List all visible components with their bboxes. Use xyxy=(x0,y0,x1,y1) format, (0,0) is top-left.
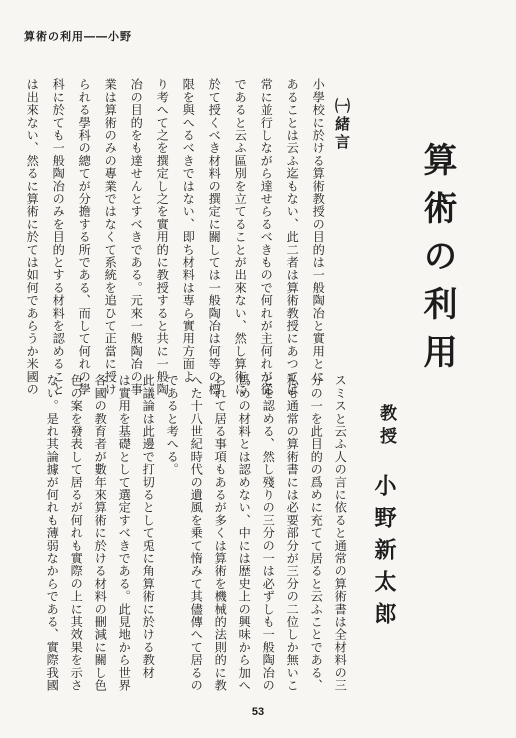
running-head: 算術の利用――小野 xyxy=(24,30,132,43)
text-column: 業は算術のみの專業ではなくて系統を追ひて正當に授け xyxy=(103,78,118,396)
section-heading: ㈠緒言 xyxy=(333,98,351,152)
author-name: 小野新太郎 xyxy=(371,474,397,634)
text-column: 爲めの材料とは認めない、中には歴史上の興味から加へ xyxy=(237,374,252,692)
text-column: へた十八世紀時代の遺風を乗て惰みて其儘傳へて居るの xyxy=(189,374,204,692)
text-column: り考へて之を撰定し之を實用的に教授すると共に一般陶 xyxy=(155,78,170,396)
text-column: られて居る事項もあるが多くは算術を機械的法則的に教 xyxy=(213,374,228,692)
text-column: ない。是れ其論據が何れも薄弱なからである、實際我國 xyxy=(45,374,60,692)
text-column: 私も通常の算術書には必要部分が三分の二位しか無いこ xyxy=(285,374,300,692)
text-column: 於て授くべき材料の撰定に關しては一般陶冶は何等の標 xyxy=(207,78,222,396)
text-column: 此議論は此邊で打切るとして兎に角算術に於ける教材 xyxy=(141,374,156,679)
text-column: 分の一を此目的の爲めに充てて居ると云ふことである、 xyxy=(309,374,324,692)
text-column: は實用を基礎として選定すべきである。此見地から世界 xyxy=(117,374,132,692)
text-column: 各國の教育者が數年來算術に於ける材料の刪減に關し色 xyxy=(93,374,108,692)
text-column: 限を與へるべきではない、即ち材料は専ら實用方面よ xyxy=(181,78,196,383)
text-column: であると考へる。 xyxy=(165,374,180,476)
text-column: スミスと云ふ人の言に依ると通常の算術書は全材料の三 xyxy=(333,374,348,692)
text-column: 常に並行しながら達せらるべきもので何れが主何れが從 xyxy=(259,78,274,396)
text-column: あることは云ふ迄もない、此二者は算術教授にあつては xyxy=(285,78,300,396)
text-column: は出來ない、然るに算術に於ては如何であらうか米國の xyxy=(25,78,40,396)
text-column: 色の案を發表して居るが何れも實際の上に其效果を示さ xyxy=(69,374,84,692)
text-column: とを認める、然し殘りの三分の一は必ずしも一般陶冶の xyxy=(261,374,276,692)
text-column: 小學校に於ける算術教授の目的は一般陶冶と實用とに xyxy=(311,78,326,383)
author-role: 教授 xyxy=(376,404,396,450)
text-column: られる學科の總てが分擔する所である、而して何れの學 xyxy=(77,78,92,396)
article-title: 算術の利用 xyxy=(417,142,457,382)
text-column: 冶の目的をも達せんとすべきである。元來一般陶冶の事 xyxy=(129,78,144,396)
text-column: 科に於ても一般陶冶のみを目的とする材料を認めること xyxy=(51,78,66,396)
page-number: 53 xyxy=(251,706,265,718)
text-column: であると云ふ區別を立てることが出來ない、然し算術に xyxy=(233,78,248,396)
